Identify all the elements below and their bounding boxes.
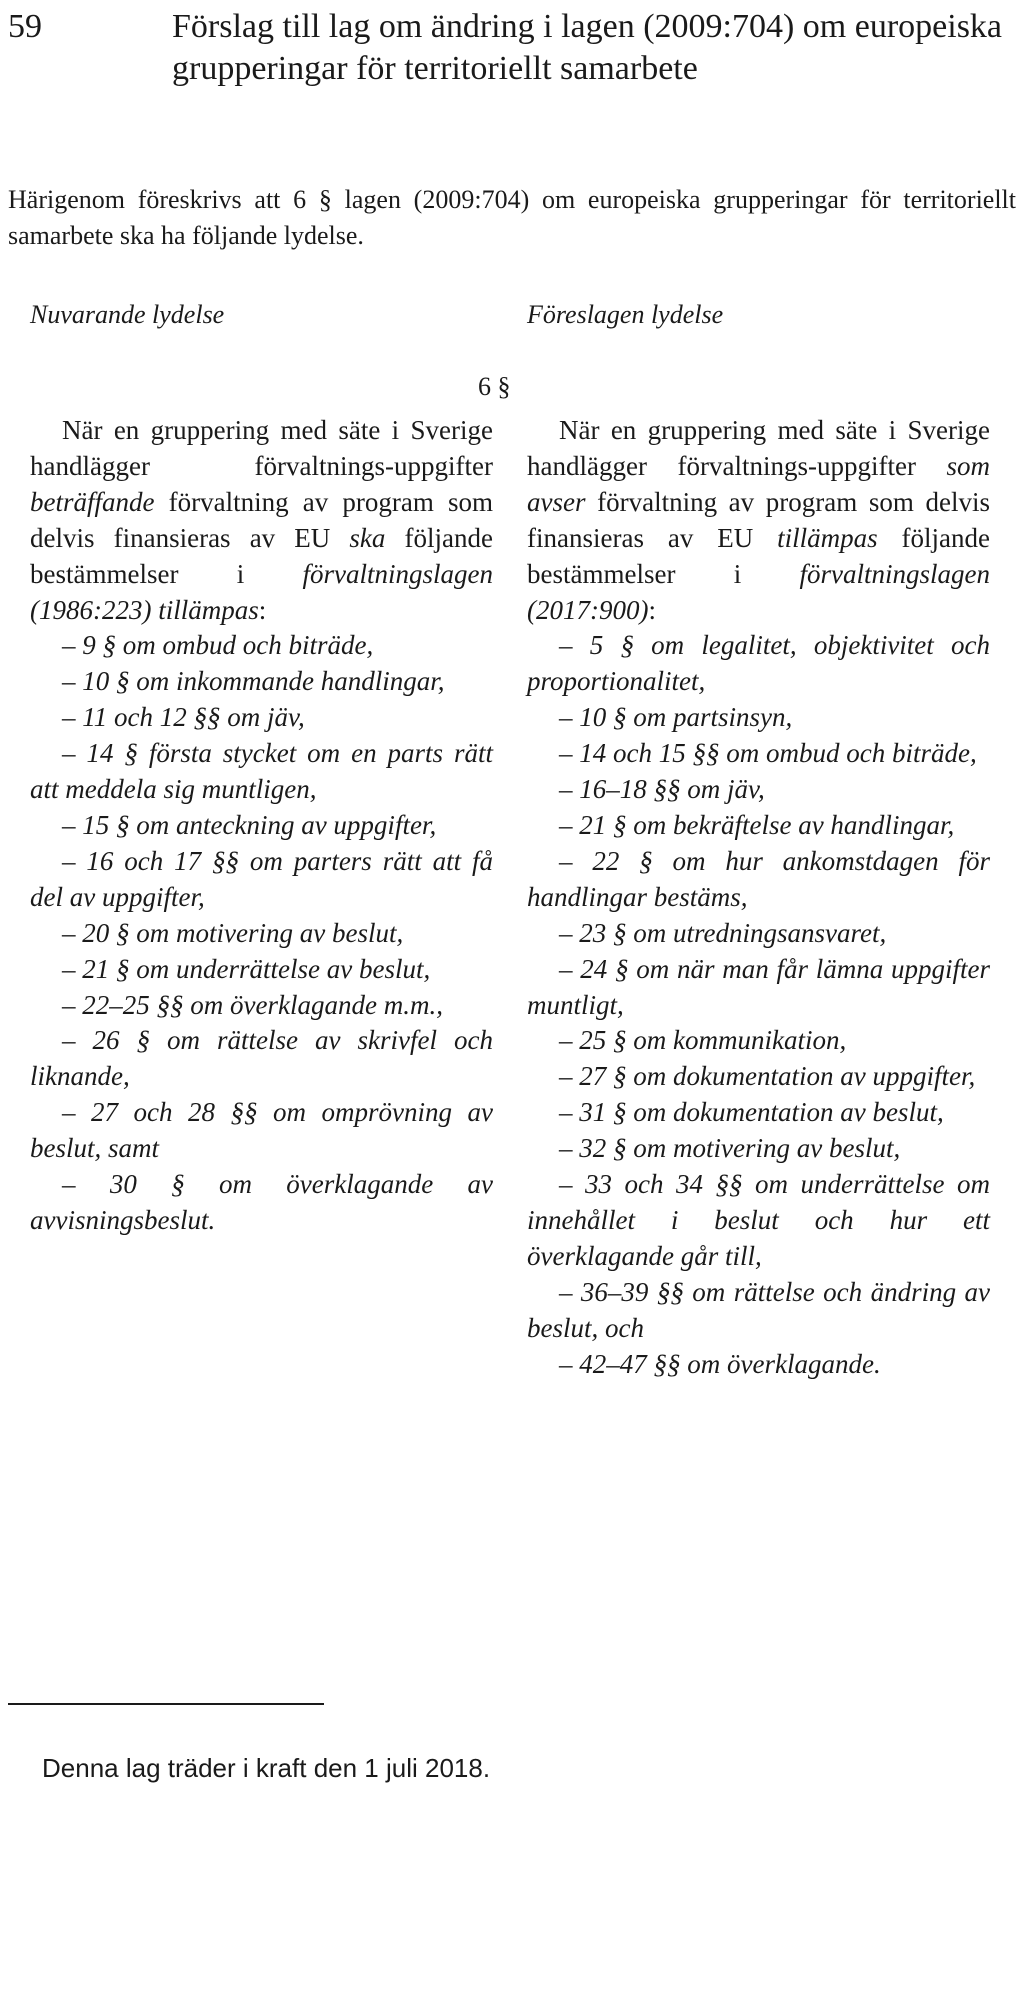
list-item: – 21 § om underrättelse av beslut, (62, 953, 431, 984)
text-span: När en gruppering med säte i Sverige handlägger förvaltnings-uppgifter (527, 415, 990, 481)
list-item: – 25 § om kommunikation, (559, 1025, 847, 1056)
page-title: Förslag till lag om ändring i lagen (2009:704) om europeiska grupperingar för territoriellt samarbete (172, 8, 1003, 87)
list-item: – 31 § om dokumentation av beslut, (559, 1097, 944, 1128)
footnote-divider (8, 1703, 324, 1705)
list-item: – 36–39 §§ om rättelse och ändring av beslut, och (527, 1276, 990, 1343)
current-wording-intro (30, 413, 493, 628)
text-span: När en gruppering med säte i Sverige handlägger förvaltnings-uppgifter (30, 415, 493, 481)
list-item: – 15 § om anteckning av uppgifter, (62, 809, 437, 840)
text-span: : (648, 594, 656, 625)
text-span: : (258, 594, 267, 625)
proposed-wording-column (527, 413, 990, 1382)
list-item: – 10 § om inkommande handlingar, (62, 666, 445, 697)
footnote: Denna lag träder i kraft den 1 juli 2018. (42, 1753, 491, 1783)
text-span: förvaltning av program som delvis finansieras av EU (527, 486, 990, 553)
list-item: – 10 § om partsinsyn, (559, 702, 793, 733)
list-item: – 16 och 17 §§ om parters rätt att få del av uppgifter, (30, 845, 493, 912)
current-wording-column (30, 413, 493, 1239)
paragraph-sign: 6 § (478, 372, 511, 401)
emphasis-span: förvaltningslagen (2017:900) (527, 558, 990, 625)
list-item: – 22–25 §§ om överklagande m.m., (62, 989, 443, 1020)
list-item: – 33 och 34 §§ om underrättelse om innehållet i beslut och hur ett överklagande går till, (527, 1169, 990, 1271)
list-item: – 14 och 15 §§ om ombud och biträde, (559, 738, 977, 769)
list-item: – 23 § om utredningsansvaret, (559, 917, 887, 948)
list-item: – 21 § om bekräftelse av handlingar, (559, 809, 955, 840)
list-item: – 27 § om dokumentation av uppgifter, (559, 1061, 976, 1092)
text-span: följande bestämmelser i (527, 522, 990, 589)
emphasis-span: ska (349, 522, 386, 553)
emphasis-span: tillämpas (777, 522, 878, 553)
text-span: förvaltning av program som delvis finansieras av EU (30, 486, 493, 553)
list-item: – 11 och 12 §§ om jäv, (62, 702, 305, 733)
text-span: följande bestämmelser i (30, 522, 494, 589)
list-item: – 32 § om motivering av beslut, (559, 1133, 901, 1164)
list-item: – 9 § om ombud och biträde, (62, 630, 374, 661)
emphasis-span: förvaltningslagen (1986:223) tillämpas (30, 558, 493, 625)
list-item: – 27 och 28 §§ om omprövning av beslut, samt (30, 1097, 493, 1164)
list-item: – 42–47 §§ om överklagande. (559, 1348, 881, 1379)
right-column-heading: Föreslagen lydelse (527, 300, 724, 329)
emphasis-span: som avser (527, 450, 990, 517)
proposed-wording-intro (527, 413, 990, 628)
list-item: – 26 § om rättelse av skrivfel och liknande, (30, 1025, 493, 1092)
intro-text: Härigenom föreskrivs att 6 § lagen (2009:704) om europeiska grupperingar för territoriellt samarbete ska ha följande lydelse. (8, 185, 1016, 250)
list-item: – 14 § första stycket om en parts rätt att meddela sig muntligen, (30, 738, 493, 805)
list-item: – 16–18 §§ om jäv, (559, 774, 765, 805)
list-item: – 22 § om hur ankomstdagen för handlingar bestäms, (527, 845, 990, 912)
emphasis-span: beträffande (30, 486, 155, 517)
list-item: – 20 § om motivering av beslut, (62, 917, 404, 948)
section-number: 59 (8, 8, 42, 45)
list-item: – 24 § om när man får lämna uppgifter muntligt, (527, 953, 990, 1020)
list-item: – 30 § om överklagande av avvisningsbeslut. (30, 1169, 493, 1235)
list-item: – 5 § om legalitet, objektivitet och proportionalitet, (527, 630, 990, 697)
left-column-heading: Nuvarande lydelse (30, 300, 225, 329)
